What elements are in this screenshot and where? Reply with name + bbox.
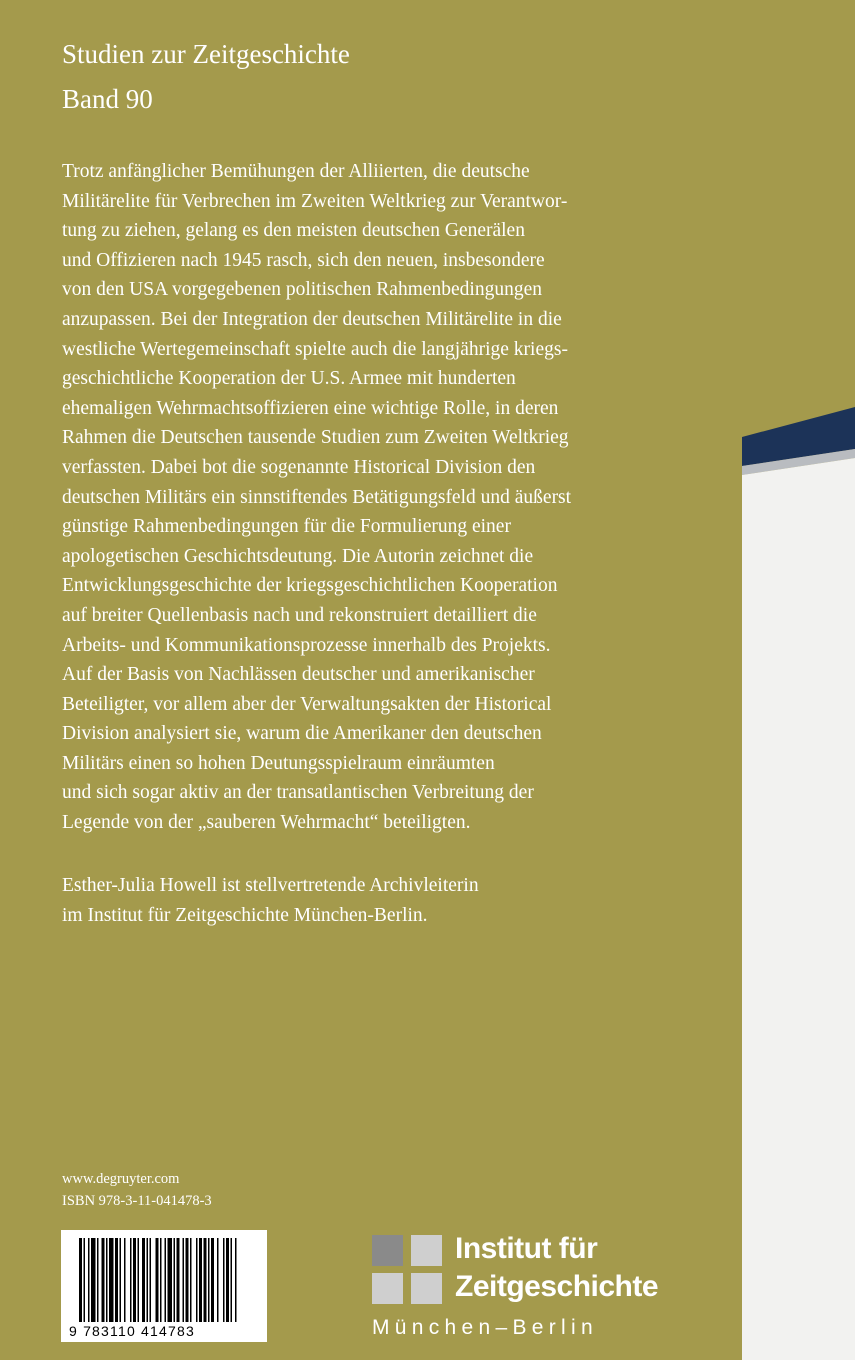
institute-logo: [372, 1232, 672, 1346]
logo-square-light: [372, 1273, 403, 1304]
barcode-bar: [106, 1238, 108, 1322]
blurb-line: Division analysiert sie, warum die Amerikaner den deutschen: [62, 723, 542, 745]
barcode-bar: [235, 1238, 237, 1322]
barcode-bar: [168, 1238, 173, 1322]
publisher-info: [62, 1168, 212, 1212]
series-title: Studien zur Zeitgeschichte: [62, 39, 350, 69]
barcode-bar: [174, 1238, 176, 1322]
blurb-line: westliche Wertegemeinschaft spielte auch die langjährige kriegs-: [62, 338, 568, 360]
barcode-bar: [147, 1238, 149, 1322]
blurb-line: und sich sogar aktiv an der transatlantischen Verbreitung der: [62, 782, 534, 804]
logo-text-line3: München–Berlin: [372, 1316, 598, 1339]
blurb-line: Militärs einen so hohen Deutungsspielraum einräumten: [62, 752, 495, 774]
barcode-bar: [150, 1238, 152, 1322]
spine-light-panel: [742, 458, 855, 1360]
barcode-bar: [115, 1238, 118, 1322]
isbn-text: ISBN 978-3-11-041478-3: [62, 1193, 212, 1209]
barcode-bar: [91, 1238, 96, 1322]
barcode-bar: [130, 1238, 132, 1322]
blurb-line: und Offizieren nach 1945 rasch, sich den neuen, insbesondere: [62, 249, 545, 271]
blurb-line: von den USA vorgegebenen politischen Rahmenbedingungen: [62, 279, 543, 301]
blurb-line: Rahmen die Deutschen tausende Studien zum Zweiten Weltkrieg: [62, 427, 569, 449]
author-line: Esther-Julia Howell ist stellvertretende Archivleiterin: [62, 875, 479, 896]
publisher-url: www.degruyter.com: [62, 1171, 180, 1187]
barcode-bar: [226, 1238, 229, 1322]
barcode-bar: [199, 1238, 202, 1322]
blurb-line: verfassten. Dabei bot die sogenannte Historical Division den: [62, 456, 536, 478]
logo-text-line1: Institut für: [455, 1232, 598, 1265]
barcode-bar: [120, 1238, 122, 1322]
blurb-line: günstige Rahmenbedingungen für die Formulierung einer: [62, 516, 511, 538]
barcode-bar: [133, 1238, 136, 1322]
isbn-barcode: [61, 1230, 267, 1342]
blurb-line: Beteiligter, vor allem aber der Verwaltungsakten der Historical: [62, 693, 552, 715]
barcode-digits: 9 783110 414783: [69, 1323, 195, 1339]
blurb-line: tung zu ziehen, gelang es den meisten deutschen Generälen: [62, 220, 525, 242]
barcode-bar: [211, 1238, 214, 1322]
author-note: [62, 871, 479, 930]
barcode-bar: [208, 1238, 210, 1322]
blurb-line: Arbeits- und Kommunikationsprozesse innerhalb des Projekts.: [62, 634, 551, 656]
blurb-line: Trotz anfänglicher Bemühungen der Alliierten, die deutsche: [62, 161, 530, 182]
author-line: im Institut für Zeitgeschichte München-Berlin.: [62, 904, 428, 926]
barcode-bar: [142, 1238, 145, 1322]
barcode-bar: [88, 1238, 90, 1322]
barcode-bar: [196, 1238, 198, 1322]
barcode-bar: [84, 1238, 86, 1322]
blurb-line: anzupassen. Bei der Integration der deutschen Militärelite in die: [62, 308, 562, 330]
series-volume: Band 90: [62, 84, 153, 114]
barcode-bar: [97, 1238, 99, 1322]
spine-graphic: [742, 0, 855, 1360]
barcode-bar: [124, 1238, 126, 1322]
barcode-bar: [160, 1238, 162, 1322]
barcode-bar: [165, 1238, 167, 1322]
logo-square-light: [411, 1273, 442, 1304]
blurb-line: ehemaligen Wehrmachtsoffizieren eine wichtige Rolle, in deren: [62, 397, 559, 419]
blurb-line: auf breiter Quellenbasis nach und rekonstruiert detailliert die: [62, 604, 537, 626]
barcode-bar: [217, 1238, 219, 1322]
logo-square-dark: [372, 1235, 403, 1266]
barcode-bar: [79, 1238, 82, 1322]
blurb-line: Entwicklungsgeschichte der kriegsgeschichtlichen Kooperation: [62, 575, 558, 597]
barcode-bar: [109, 1238, 114, 1322]
blurb-line: geschichtliche Kooperation der U.S. Armee mit hunderten: [62, 368, 516, 390]
logo-text-line2: Zeitgeschichte: [455, 1270, 659, 1303]
logo-square-light: [411, 1235, 442, 1266]
blurb-line: Legende von der „sauberen Wehrmacht“ beteiligten.: [62, 812, 471, 834]
blurb-line: Militärelite für Verbrechen im Zweiten Weltkrieg zur Verantwor-: [62, 190, 568, 212]
barcode-bar: [156, 1238, 159, 1322]
barcode-bar: [186, 1238, 189, 1322]
barcode-bar: [204, 1238, 207, 1322]
barcode-bar: [183, 1238, 185, 1322]
barcode-bar: [138, 1238, 140, 1322]
barcode-bar: [102, 1238, 105, 1322]
series-block: [62, 32, 350, 122]
blurb-line: apologetischen Geschichtsdeutung. Die Autorin zeichnet die: [62, 545, 534, 567]
blurb-line: deutschen Militärs ein sinnstiftendes Betätigungsfeld und äußerst: [62, 486, 572, 508]
barcode-bar: [190, 1238, 192, 1322]
blurb-paragraph: [62, 157, 692, 838]
blurb-line: Auf der Basis von Nachlässen deutscher und amerikanischer: [62, 664, 535, 686]
barcode-bar: [231, 1238, 233, 1322]
barcode-bar: [177, 1238, 180, 1322]
barcode-bar: [223, 1238, 225, 1322]
